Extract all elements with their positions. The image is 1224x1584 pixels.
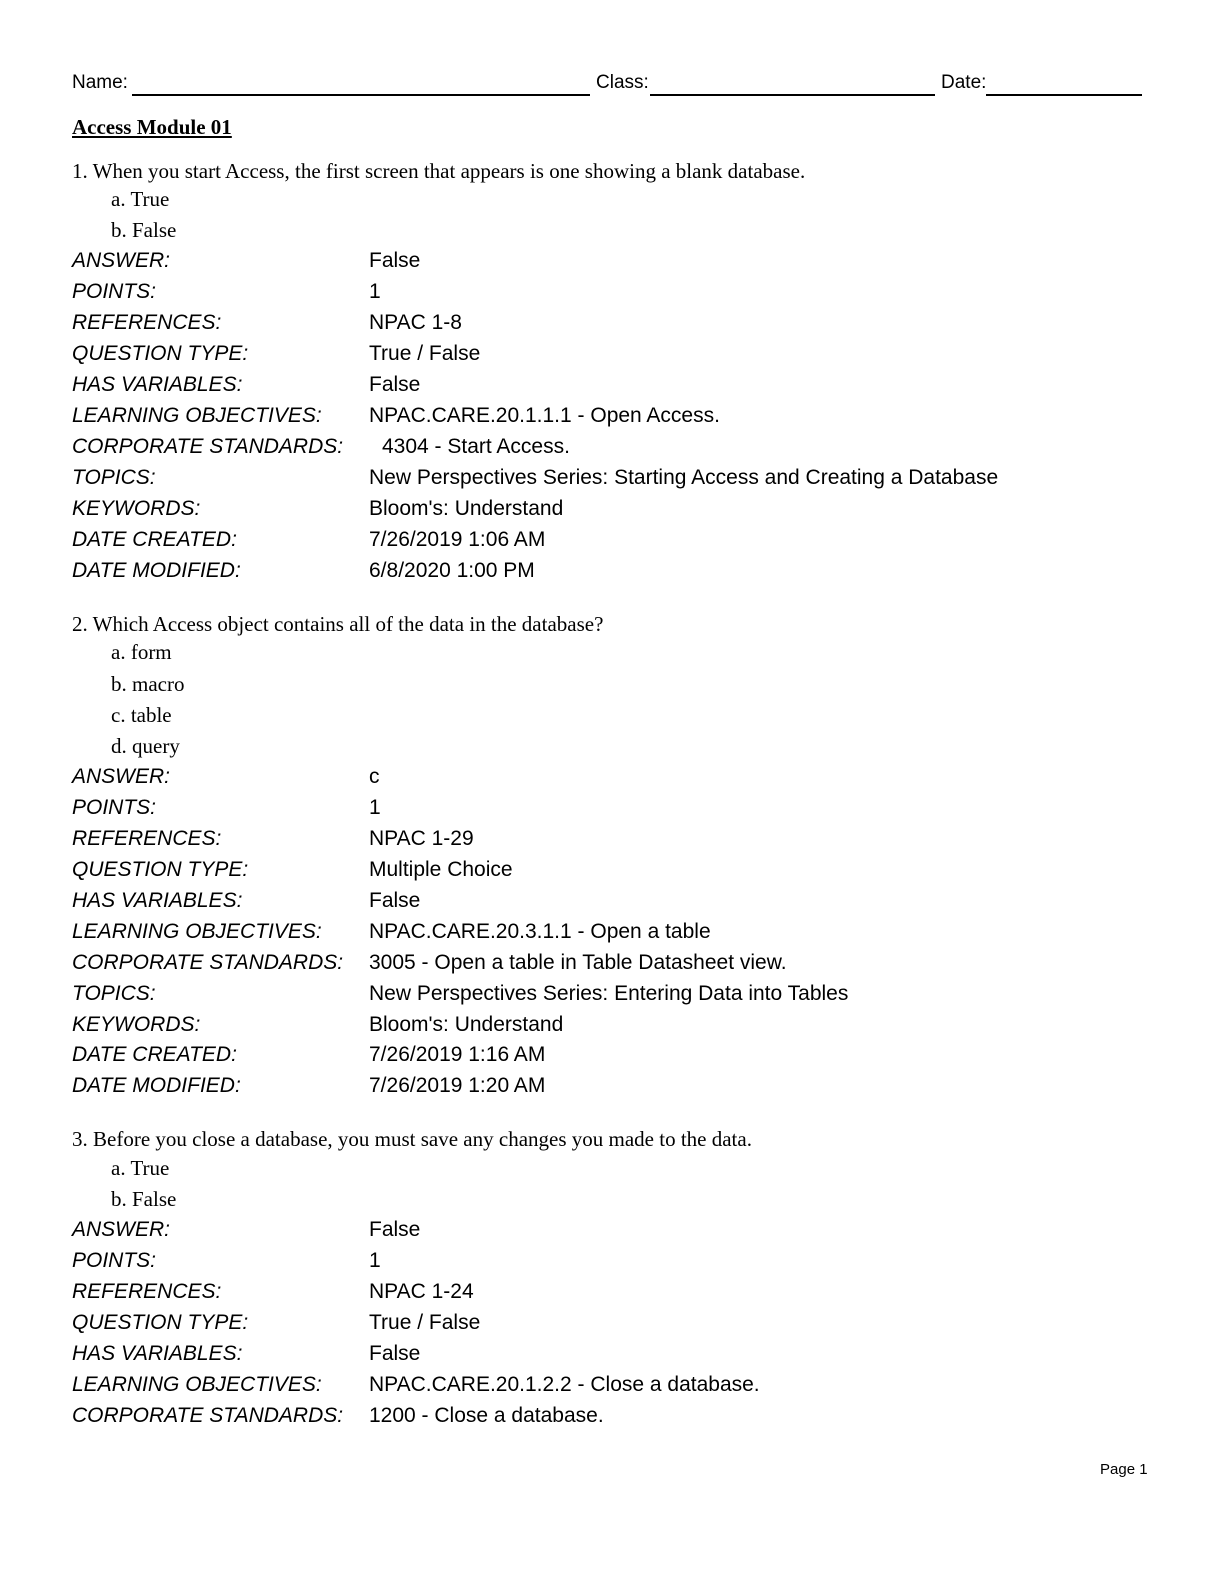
meta-value: 1 — [369, 796, 381, 819]
question-1-option: b. False — [111, 218, 177, 242]
meta-value: 1 — [369, 1249, 381, 1272]
meta-label: LEARNING OBJECTIVES: — [72, 1373, 322, 1396]
meta-value: False — [369, 1342, 421, 1365]
meta-value: c — [369, 765, 380, 788]
meta-value: False — [369, 889, 421, 912]
meta-value: New Perspectives Series: Starting Access and Creating a Database — [369, 466, 999, 489]
meta-value: False — [369, 373, 421, 396]
question-3-option: b. False — [111, 1187, 177, 1211]
meta-label: REFERENCES: — [72, 311, 222, 334]
meta-value: 1200 - Close a database. — [369, 1404, 604, 1427]
question-1-option: a. True — [111, 187, 170, 211]
meta-value: True / False — [369, 1311, 481, 1334]
meta-label: CORPORATE STANDARDS: — [72, 435, 344, 458]
name-blank-line — [132, 94, 590, 96]
meta-label: KEYWORDS: — [72, 1013, 201, 1036]
date-label: Date: — [941, 72, 987, 93]
document-title: Access Module 01 — [72, 115, 232, 139]
meta-label: KEYWORDS: — [72, 497, 201, 520]
name-label: Name: — [72, 72, 128, 93]
student-info-header — [72, 72, 1144, 98]
meta-value: True / False — [369, 342, 481, 365]
meta-label: POINTS: — [72, 280, 157, 303]
meta-value: False — [369, 1218, 421, 1241]
question-1-text: 1. When you start Access, the first screen that appears is one showing a blank database. — [72, 159, 806, 183]
meta-value: 1 — [369, 280, 381, 303]
meta-value: NPAC.CARE.20.3.1.1 - Open a table — [369, 920, 711, 943]
meta-value: NPAC 1-29 — [369, 827, 474, 850]
page-number: Page 1 — [1100, 1461, 1148, 1478]
meta-label: POINTS: — [72, 796, 157, 819]
question-2-option: a. form — [111, 640, 172, 664]
meta-value: New Perspectives Series: Entering Data into Tables — [369, 982, 849, 1005]
date-blank-line — [986, 94, 1142, 96]
meta-value: 7/26/2019 1:16 AM — [369, 1043, 546, 1066]
meta-label: DATE CREATED: — [72, 528, 237, 551]
meta-value: Bloom's: Understand — [369, 497, 564, 520]
meta-label: ANSWER: — [72, 1218, 171, 1241]
meta-label: HAS VARIABLES: — [72, 889, 243, 912]
meta-label: QUESTION TYPE: — [72, 1311, 249, 1334]
meta-label: REFERENCES: — [72, 1280, 222, 1303]
question-2-text: 2. Which Access object contains all of the data in the database? — [72, 612, 604, 636]
meta-label: HAS VARIABLES: — [72, 1342, 243, 1365]
meta-label: HAS VARIABLES: — [72, 373, 243, 396]
meta-label: TOPICS: — [72, 466, 156, 489]
meta-label: DATE CREATED: — [72, 1043, 237, 1066]
meta-label: QUESTION TYPE: — [72, 342, 249, 365]
meta-value: Bloom's: Understand — [369, 1013, 564, 1036]
meta-label: TOPICS: — [72, 982, 156, 1005]
meta-label: CORPORATE STANDARDS: — [72, 1404, 344, 1427]
question-2-option: d. query — [111, 734, 180, 758]
meta-label: REFERENCES: — [72, 827, 222, 850]
question-2-option: b. macro — [111, 672, 185, 696]
meta-value: NPAC.CARE.20.1.1.1 - Open Access. — [369, 404, 720, 427]
question-3-option: a. True — [111, 1156, 170, 1180]
meta-label: ANSWER: — [72, 249, 171, 272]
question-2-option: c. table — [111, 703, 172, 727]
meta-label: QUESTION TYPE: — [72, 858, 249, 881]
meta-value: NPAC 1-24 — [369, 1280, 474, 1303]
meta-value: 6/8/2020 1:00 PM — [369, 559, 535, 582]
question-3-text: 3. Before you close a database, you must save any changes you made to the data. — [72, 1127, 752, 1151]
meta-value: NPAC.CARE.20.1.2.2 - Close a database. — [369, 1373, 760, 1396]
meta-value: NPAC 1-8 — [369, 311, 462, 334]
meta-label: POINTS: — [72, 1249, 157, 1272]
meta-value: 7/26/2019 1:06 AM — [369, 528, 546, 551]
meta-label: LEARNING OBJECTIVES: — [72, 920, 322, 943]
meta-label: DATE MODIFIED: — [72, 1074, 241, 1097]
meta-value: False — [369, 249, 421, 272]
meta-value: Multiple Choice — [369, 858, 513, 881]
class-blank-line — [650, 94, 935, 96]
meta-label: ANSWER: — [72, 765, 171, 788]
meta-value: 4304 - Start Access. — [382, 435, 570, 458]
meta-label: CORPORATE STANDARDS: — [72, 951, 344, 974]
meta-value: 3005 - Open a table in Table Datasheet view. — [369, 951, 787, 974]
meta-value: 7/26/2019 1:20 AM — [369, 1074, 546, 1097]
meta-label: LEARNING OBJECTIVES: — [72, 404, 322, 427]
class-label: Class: — [596, 72, 649, 93]
meta-label: DATE MODIFIED: — [72, 559, 241, 582]
